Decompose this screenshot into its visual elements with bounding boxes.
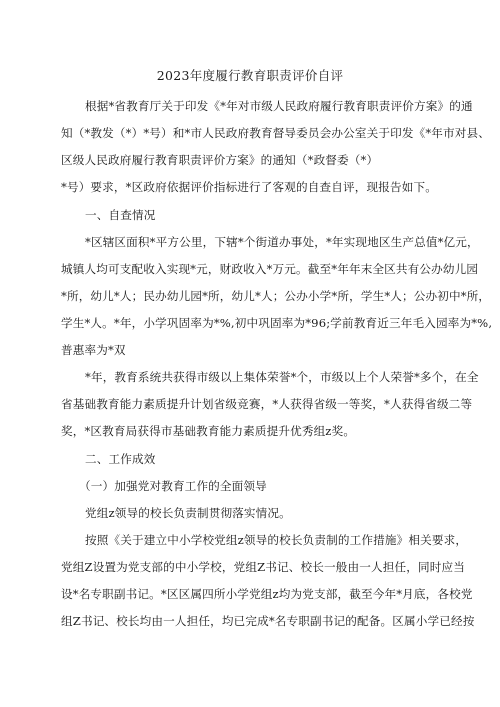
subsection-heading: （一）加强党对教育工作的全面领导 — [79, 479, 267, 493]
body-line: 党组Z设置为党支部的中小学校，党组Z书记、校长一般由一人担任，同时应当 — [61, 560, 465, 574]
body-line: 城镇人均可支配收入实现*元，财政收入*万元。截至*年年末全区共有公办幼儿园 — [61, 262, 479, 276]
body-line: 学生*人。*年，小学巩固率为*%,初中巩固率为*96;学前教育近三年毛入园率为*%, — [61, 316, 493, 330]
body-line: 知（*教发（*）*号）和*市人民政府教育督导委员会办公室关于印发《*年市对县、 — [61, 126, 491, 140]
body-line: 奖，*区教育局获得市基础教育能力素质提升优秀组z奖。 — [61, 424, 356, 438]
body-line: 组Z书记、校长均由一人担任，均已完成*名专职副书记的配备。区属小学已经按 — [61, 614, 475, 628]
section-heading: 二、工作成效 — [85, 452, 156, 466]
body-line: 普惠率为*双 — [61, 343, 126, 357]
body-line: 省基础教育能力素质提升计划省级竞赛，*人获得省级一等奖，*人获得省级二等 — [61, 397, 473, 411]
body-line: *区辖区面积*平方公里，下辖*个街道办事处，*年实现地区生产总值*亿元， — [85, 235, 479, 249]
document-title: 2023年度履行教育职责评价自评 — [156, 68, 344, 83]
body-line: 按照《关于建立中小学校党组z领导的校长负责制的工作措施》相关要求， — [85, 533, 468, 547]
body-line: 根据*省教育厅关于印发《*年对市级人民政府履行教育职责评价方案》的通 — [85, 99, 473, 113]
body-line: 区级人民政府履行教育职责评价方案》的通知（*政督委（*） — [61, 153, 379, 167]
body-line: 设*名专职副书记。*区区属四所小学党组z均为党支部，截至今年*月底，各校党 — [61, 587, 473, 601]
body-line: *所，幼儿*人；民办幼儿园*所，幼儿*人；公办小学*所，学生*人；公办初中*所， — [61, 289, 491, 303]
body-line: 党组z领导的校长负责制贯彻落实情况。 — [85, 506, 291, 520]
body-line: *年，教育系统共获得市级以上集体荣誉*个，市级以上个人荣誉*多个，在全 — [85, 370, 479, 384]
body-line: *号）要求，*区政府依据评价指标进行了客观的自查自评，现报告如下。 — [61, 180, 437, 194]
section-heading: 一、自查情况 — [85, 208, 156, 222]
